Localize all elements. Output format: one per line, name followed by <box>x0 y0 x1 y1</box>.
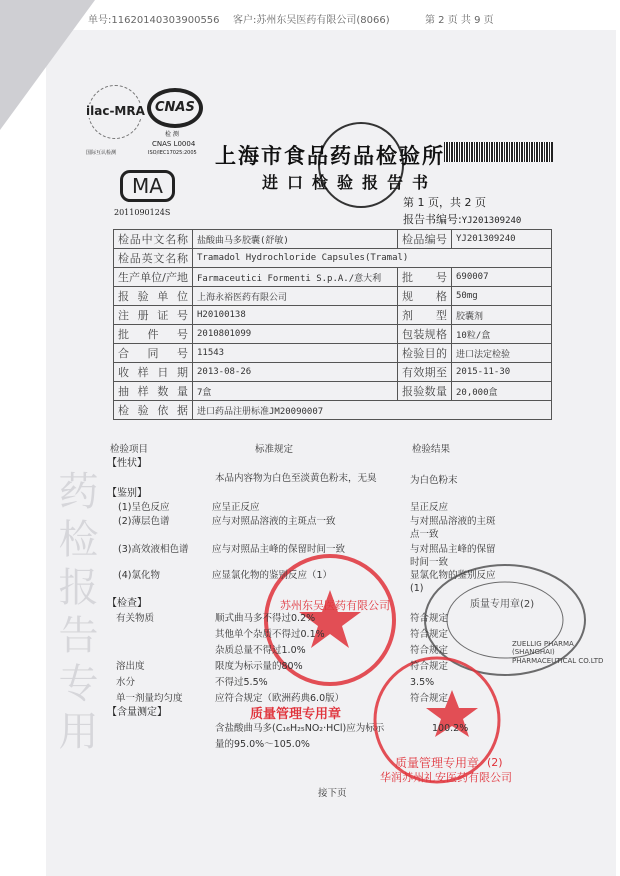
header-result: 检验结果 <box>412 444 451 455</box>
institute-title: 上海市食品药品检验所 <box>215 144 445 168</box>
field-label: 检品中文名称 <box>114 230 193 249</box>
header-standard: 标准规定 <box>255 444 294 455</box>
test-result: (1) <box>410 583 424 594</box>
field-value: YJ201309240 <box>452 230 552 249</box>
field-value: 盐酸曲马多胶囊(舒敏) <box>193 230 398 249</box>
sample-info-table <box>113 229 552 420</box>
info-row <box>114 382 552 401</box>
seal2-text: ZUELLIG PHARMA (SHANGHAI) PHARMACEUTICAL CO.LTD <box>512 640 604 665</box>
field-label: 合同号 <box>114 344 193 363</box>
continue-next-page: 接下页 <box>318 788 347 799</box>
field-label: 报验数量 <box>398 382 452 401</box>
test-item: (4)氯化物 <box>118 570 160 581</box>
field-value: 20,000盒 <box>452 382 552 401</box>
field-value: 2013-08-26 <box>193 363 398 382</box>
test-item: (2)薄层色谱 <box>118 516 170 527</box>
field-label: 规 格 <box>398 287 452 306</box>
field-value: Tramadol Hydrochloride Capsules(Tramal) <box>193 249 552 268</box>
field-label: 剂 型 <box>398 306 452 325</box>
cma-number: 2011090124S <box>114 208 171 217</box>
field-value: 胶囊剂 <box>452 306 552 325</box>
field-value: Farmaceutici Formenti S.p.A./意大利 <box>193 268 398 287</box>
test-result: 与对照品溶液的主斑 <box>410 516 496 527</box>
cnas-number: CNAS L0004 <box>152 140 196 148</box>
report-page-info: 第 1 页，共 2 页 <box>403 196 486 209</box>
field-label: 报验单位 <box>114 287 193 306</box>
info-row <box>114 230 552 249</box>
test-standard: 不得过5.5% <box>215 677 268 688</box>
test-standard: 应呈正反应 <box>212 502 260 513</box>
section-identification: 【鉴别】 <box>107 488 147 499</box>
field-value: 7盒 <box>193 382 398 401</box>
test-standard: 应显氯化物的鉴别反应（1） <box>212 570 333 581</box>
info-row <box>114 363 552 382</box>
test-result: 符合规定 <box>410 629 449 640</box>
info-row <box>114 325 552 344</box>
field-label: 检验目的 <box>398 344 452 363</box>
ilac-caption: 国际互认检测 <box>86 150 117 156</box>
info-row <box>114 306 552 325</box>
test-standard: 应与对照品溶液的主斑点一致 <box>212 516 336 527</box>
field-value: 进口法定检验 <box>452 344 552 363</box>
field-label: 有效期至 <box>398 363 452 382</box>
test-standard: 量的95.0%～105.0% <box>215 739 310 750</box>
seal3-text: 华润苏州礼安医药有限公司 <box>380 771 512 784</box>
cnas-sub: 检 测 <box>165 131 179 138</box>
field-label: 生产单位/产地 <box>114 268 193 287</box>
watermark: 药检报告专用 <box>52 470 98 758</box>
test-standard: 杂质总量不得过1.0% <box>215 645 306 656</box>
field-label: 检验依据 <box>114 401 193 420</box>
test-standard: 本品内容物为白色至淡黄色粉末，无臭 <box>215 473 377 484</box>
field-label: 检品编号 <box>398 230 452 249</box>
test-result: 符合规定 <box>410 661 449 672</box>
info-row <box>114 344 552 363</box>
seal1-text: 苏州东吴医药有限公司 <box>280 599 390 612</box>
info-row <box>114 249 552 268</box>
field-label: 批 号 <box>398 268 452 287</box>
test-result: 3.5% <box>410 677 435 688</box>
field-value: 690007 <box>452 268 552 287</box>
test-item: (1)呈色反应 <box>118 502 170 513</box>
ilac-mra-logo: ilac-MRA <box>88 85 142 139</box>
field-label: 批件号 <box>114 325 193 344</box>
test-item: 水分 <box>116 677 136 688</box>
field-value: 10粒/盒 <box>452 325 552 344</box>
barcode <box>444 142 553 162</box>
cma-logo: MA <box>120 170 175 202</box>
test-item: 溶出度 <box>116 661 145 672</box>
test-result: 符合规定 <box>410 693 449 704</box>
field-value: 11543 <box>193 344 398 363</box>
test-standard: 含盐酸曲马多(C₁₆H₂₅NO₂·HCl)应为标示 <box>215 723 385 734</box>
info-row <box>114 287 552 306</box>
seal1-bottom-text: 质量管理专用章 <box>250 707 342 722</box>
cnas-standard: ISO/IEC17025:2005 <box>148 150 197 156</box>
seal3-bottom-text: 质量管理专用章 <box>395 756 480 770</box>
field-label: 包装规格 <box>398 325 452 344</box>
cnas-logo: CNAS <box>147 88 203 128</box>
field-value: 50mg <box>452 287 552 306</box>
test-result: 时间一致 <box>410 557 449 568</box>
order-number: 单号:11620140303900556 <box>88 15 220 26</box>
field-value: 上海永裕医药有限公司 <box>193 287 398 306</box>
report-title: 进口检验报告书 <box>262 173 438 192</box>
field-value: 2015-11-30 <box>452 363 552 382</box>
test-standard: 限度为标示量的80% <box>215 661 303 672</box>
section-appearance: 【性状】 <box>107 458 147 469</box>
test-result: 与对照品主峰的保留 <box>410 544 496 555</box>
fax-page-number: 第 2 页 共 9 页 <box>425 15 494 26</box>
info-row <box>114 401 552 420</box>
field-value: H20100138 <box>193 306 398 325</box>
test-standard: 顺式曲马多不得过0.2% <box>215 613 316 624</box>
report-number: 报告书编号:YJ201309240 <box>403 213 522 226</box>
test-standard: 其他单个杂质不得过0.1% <box>215 629 325 640</box>
test-result: 符合规定 <box>410 613 449 624</box>
customer-name: 客户:苏州东吴医药有限公司(8066) <box>233 15 390 26</box>
test-standard: 应与对照品主峰的保留时间一致 <box>212 544 346 555</box>
test-result: 为白色粉末 <box>410 475 458 486</box>
field-value: 2010801099 <box>193 325 398 344</box>
seal2-bottom-text: 质量专用章(2) <box>470 599 535 610</box>
test-standard: 应符合规定（欧洲药典6.0版） <box>215 693 345 704</box>
field-value: 进口药品注册标准JM20090007 <box>193 401 552 420</box>
field-label: 收样日期 <box>114 363 193 382</box>
test-item: 有关物质 <box>116 613 155 624</box>
field-label: 抽样数量 <box>114 382 193 401</box>
info-row <box>114 268 552 287</box>
test-item: (3)高效液相色谱 <box>118 544 189 555</box>
test-result: 显氯化物的鉴别反应 <box>410 570 496 581</box>
section-tests: 【检查】 <box>107 598 147 609</box>
seal3-number: (2) <box>487 756 503 769</box>
test-result: 符合规定 <box>410 645 449 656</box>
section-assay: 【含量测定】 <box>107 707 167 718</box>
test-item: 单一剂量均匀度 <box>116 693 183 704</box>
test-result: 100.2% <box>432 723 469 734</box>
test-result: 点一致 <box>410 529 439 540</box>
test-result: 呈正反应 <box>410 502 449 513</box>
field-label: 检品英文名称 <box>114 249 193 268</box>
field-label: 注册证号 <box>114 306 193 325</box>
header-item: 检验项目 <box>110 444 149 455</box>
